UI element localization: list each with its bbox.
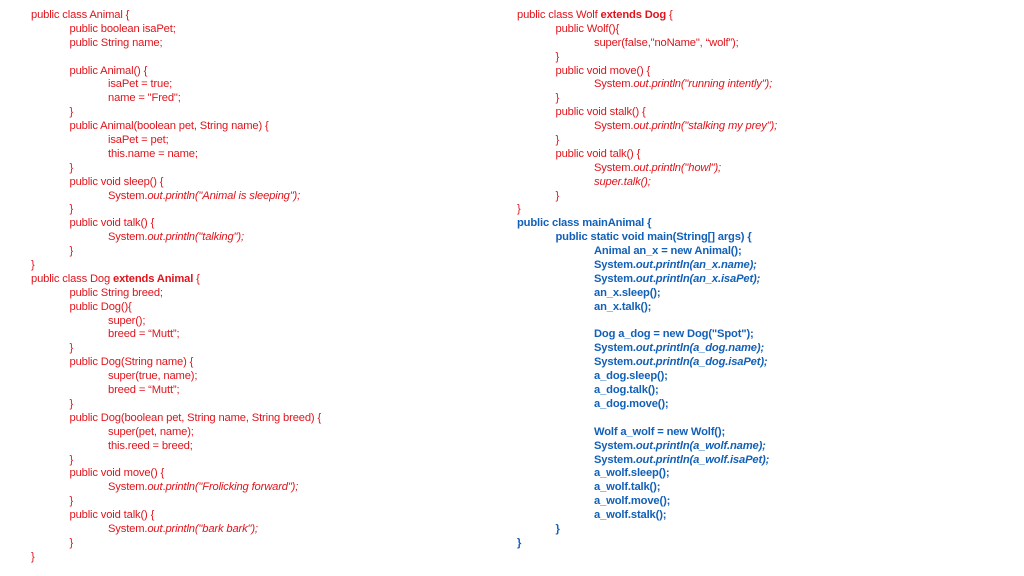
code-token: println("talking"); [165,231,244,244]
code-line [31,259,321,273]
code-line [31,190,321,204]
code-line [517,454,777,468]
code-token: println("Frolicking forward"); [165,481,299,494]
code-line [517,273,777,287]
code-line [31,495,321,509]
code-token: super(false,"noName", “wolf”); [594,36,739,49]
code-token: public boolean isaPet; [69,22,176,35]
code-token: } [555,189,560,202]
code-token: . [162,522,166,535]
code-line [517,245,777,259]
code-line [31,9,321,23]
code-line [517,537,777,551]
code-token: } [555,522,560,535]
code-line [31,301,321,315]
code-line [31,65,321,79]
code-token: System. [108,189,148,202]
code-line [31,509,321,523]
code-line [31,78,321,92]
code-token: public void sleep() { [69,175,164,188]
code-token: } [69,203,74,216]
code-token: . [162,231,166,244]
code-token: println("bark bark"); [165,522,258,535]
code-token: an_x.sleep(); [594,286,661,299]
code-token: super(); [108,314,146,327]
code-token: out [147,231,163,244]
code-token: System. [594,453,636,466]
code-token: public Dog(boolean pet, String name, String breed) { [69,411,322,424]
code-token: isaPet = true; [108,78,173,91]
code-line [517,231,777,245]
code-token: public class Wolf [517,9,601,21]
code-token: this.reed = breed; [108,439,193,452]
code-token: public void talk() { [69,217,155,230]
code-line [31,273,321,287]
code-token: extends Dog [600,9,667,21]
code-line [31,523,321,537]
code-token: . [652,453,656,466]
code-token: { [193,272,200,285]
code-token: public class Dog [31,272,114,285]
code-token: out [147,522,163,535]
code-token: println("running intently"); [651,78,773,91]
code-token: a_wolf.move(); [594,495,671,508]
code-line [517,37,777,51]
code-line [31,356,321,370]
code-token: out [147,189,163,202]
code-token: } [517,536,522,549]
code-line [517,217,777,231]
code-token: println(a_dog.isaPet); [655,356,768,369]
code-token: println(an_x.name); [655,259,757,272]
code-token: out [633,78,649,91]
code-token: out [635,259,653,272]
code-token: a_dog.talk(); [594,384,659,397]
code-token: . [652,342,656,355]
code-line [517,301,777,315]
code-token: public Animal() { [69,64,148,77]
code-token: System. [594,272,636,285]
code-token: public class mainAnimal { [517,217,652,230]
code-token: out [635,272,653,285]
code-token: public Dog(){ [69,300,132,313]
code-line [31,467,321,481]
code-token: } [69,453,74,466]
code-line [31,217,321,231]
code-token: } [555,92,560,105]
code-token: { [666,9,673,21]
code-token: . [648,161,652,174]
code-line [31,342,321,356]
code-line [31,106,321,120]
code-line [31,370,321,384]
code-token: } [69,495,74,508]
code-token: System. [594,78,634,91]
code-line [517,106,777,120]
code-token: public class Animal { [31,9,130,21]
code-token: out [635,439,653,452]
code-token: out [147,481,163,494]
code-line [517,315,777,329]
code-token: out [633,120,649,133]
code-token: Animal an_x = new Animal(); [594,245,742,258]
code-token: . [652,272,656,285]
code-line [517,384,777,398]
code-line [31,426,321,440]
code-token: this.name = name; [108,147,198,160]
code-line [31,454,321,468]
code-token: breed = “Mutt”; [108,384,180,397]
code-token: . [652,356,656,369]
code-line [517,203,777,217]
code-token: . [162,481,166,494]
code-line [517,65,777,79]
code-line [31,440,321,454]
code-line [517,134,777,148]
code-token: public void talk() { [555,147,641,160]
code-line [517,342,777,356]
code-token: } [31,550,35,563]
code-token: System. [594,439,636,452]
code-token: System. [108,481,148,494]
code-token: public Animal(boolean pet, String name) { [69,120,269,133]
code-token: . [162,189,166,202]
code-line [517,176,777,190]
code-token: } [555,134,560,147]
code-line [31,134,321,148]
code-line [517,259,777,273]
code-line [517,356,777,370]
code-token: . [648,78,652,91]
code-line [31,412,321,426]
code-token: out [635,453,653,466]
code-line [31,551,321,565]
code-token: public static void main(String[] args) { [555,231,752,244]
code-token: public void talk() { [69,509,155,522]
code-line [31,384,321,398]
code-token: public void stalk() { [555,106,646,119]
code-token: println(a_dog.name); [655,342,765,355]
code-line [517,190,777,204]
code-line [31,245,321,259]
code-line [31,203,321,217]
code-line [517,9,777,23]
code-token: breed = “Mutt”; [108,328,180,341]
code-line [517,440,777,454]
code-token: a_dog.move(); [594,397,669,410]
code-token: } [69,245,74,258]
code-token: println(an_x.isaPet); [655,272,761,285]
code-token: } [31,259,35,272]
code-token: a_wolf.stalk(); [594,509,667,522]
code-token: out [633,161,649,174]
code-token: } [69,161,74,174]
code-token: System. [594,161,634,174]
code-line [517,523,777,537]
code-line [31,92,321,106]
code-column-right [517,9,777,551]
code-line [517,148,777,162]
code-line [517,370,777,384]
code-token: println("stalking my prey"); [651,120,778,133]
code-token: isaPet = pet; [108,134,169,147]
code-line [31,231,321,245]
code-line [517,162,777,176]
code-token: } [517,203,521,216]
code-token: out [635,342,653,355]
code-token: super(pet, name); [108,425,194,438]
code-line [31,176,321,190]
code-line [517,92,777,106]
code-token: public String breed; [69,286,163,299]
code-line [31,51,321,65]
code-token: public String name; [69,36,163,49]
code-line [517,509,777,523]
code-line [517,23,777,37]
code-token: a_wolf.talk(); [594,481,661,494]
code-token: println("howl"); [651,161,722,174]
code-token: System. [594,356,636,369]
code-line [31,315,321,329]
code-token: . [652,259,656,272]
code-line [517,287,777,301]
code-token: System. [594,342,636,355]
code-line [31,37,321,51]
code-line [517,78,777,92]
code-token: out [635,356,653,369]
code-token: super(true, name); [108,370,198,383]
code-token: extends Animal [113,272,194,285]
code-token: public Wolf(){ [555,22,620,35]
code-line [517,51,777,65]
code-line [517,467,777,481]
code-token: } [69,342,74,355]
code-token: println(a_wolf.isaPet); [655,453,770,466]
code-token: println(a_wolf.name); [655,439,766,452]
code-token: name = "Fred"; [108,92,181,105]
code-line [31,398,321,412]
code-token: System. [594,259,636,272]
code-token: System. [594,120,634,133]
code-line [517,328,777,342]
code-token: Dog a_dog = new Dog("Spot"); [594,328,754,341]
code-line [517,426,777,440]
code-column-left [31,9,321,565]
code-token: println("Animal is sleeping"); [165,189,301,202]
code-line [517,120,777,134]
code-token: } [555,50,560,63]
code-line [517,412,777,426]
code-line [517,495,777,509]
code-line [31,328,321,342]
code-line [517,398,777,412]
code-line [31,148,321,162]
code-token: System. [108,522,148,535]
code-line [31,23,321,37]
code-line [31,162,321,176]
code-line [31,287,321,301]
code-line [31,537,321,551]
code-token: an_x.talk(); [594,300,652,313]
code-token: System. [108,231,148,244]
code-token: public void move() { [69,467,165,480]
code-token: a_wolf.sleep(); [594,467,670,480]
code-token: a_dog.sleep(); [594,370,668,383]
code-token: } [69,536,74,549]
code-token: } [69,397,74,410]
code-token: Wolf a_wolf = new Wolf(); [594,425,726,438]
code-token: super.talk(); [594,175,651,188]
code-token: . [652,439,656,452]
code-token: public Dog(String name) { [69,356,194,369]
code-token: public void move() { [555,64,651,77]
code-token: . [648,120,652,133]
code-line [31,120,321,134]
code-token: } [69,106,74,119]
code-line [517,481,777,495]
code-line [31,481,321,495]
